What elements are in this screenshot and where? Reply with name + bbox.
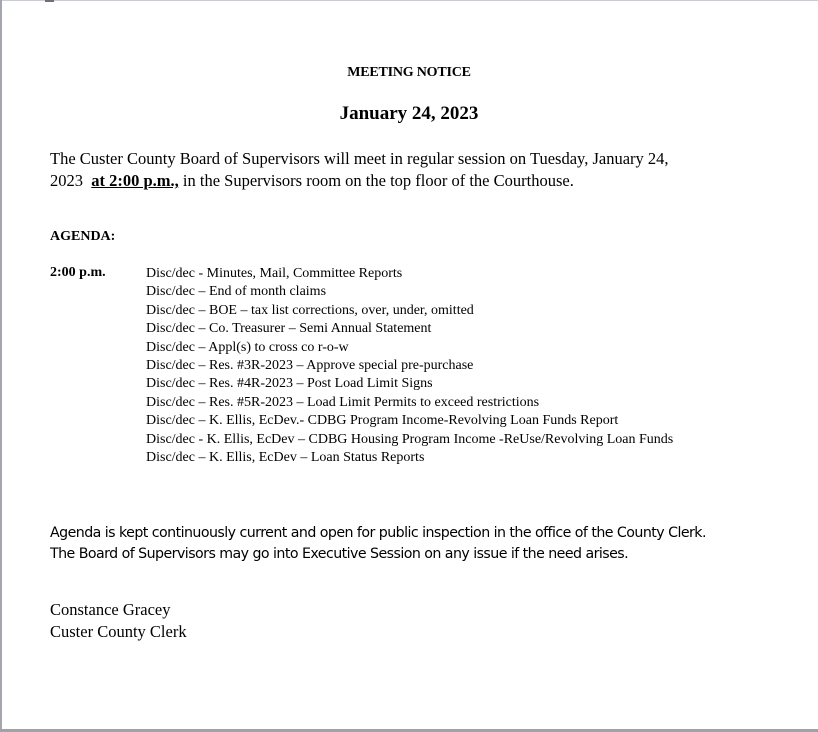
agenda-item: Disc/dec – End of month claims (146, 284, 327, 300)
agenda-item: Disc/dec – BOE – tax list corrections, over, under, omitted (146, 302, 474, 318)
signature-name: Constance Gracey (50, 600, 171, 619)
intro-line-2-suffix: in the Supervisors room on the top floor of the Courthouse. (178, 171, 574, 190)
signature-title: Custer County Clerk (50, 622, 187, 641)
agenda-item: Disc/dec – Appl(s) to cross co r-o-w (146, 339, 349, 355)
footer-line-1: Agenda is kept continuously current and open for public inspection in the office of the County Clerk. (50, 525, 706, 541)
signature-block (50, 599, 187, 643)
footer-note (50, 523, 706, 565)
intro-line-1: The Custer County Board of Supervisors will meet in regular session on Tuesday, January 24, (50, 149, 669, 168)
agenda-item: Disc/dec – Res. #3R-2023 – Approve special pre-purchase (146, 358, 474, 374)
agenda-item: Disc/dec - Minutes, Mail, Committee Reports (146, 266, 403, 281)
agenda-item: Disc/dec – Res. #4R-2023 – Post Load Limit Signs (146, 376, 433, 392)
intro-line-2-prefix: 2023 (50, 171, 92, 190)
meeting-time: at 2:00 p.m., (91, 171, 179, 190)
agenda-list (146, 265, 673, 467)
agenda-time: 2:00 p.m. (50, 265, 106, 280)
intro-paragraph (50, 148, 810, 192)
scroll-indicator (45, 0, 54, 2)
window-top-border (0, 0, 818, 1)
notice-title: MEETING NOTICE (347, 65, 471, 80)
agenda-item: Disc/dec - K. Ellis, EcDev – CDBG Housing Program Income -ReUse/Revolving Loan Funds (146, 431, 674, 447)
agenda-item: Disc/dec – Res. #5R-2023 – Load Limit Permits to exceed restrictions (146, 394, 540, 410)
agenda-item: Disc/dec – K. Ellis, EcDev – Loan Status Reports (146, 450, 425, 466)
agenda-heading: AGENDA: (50, 229, 116, 244)
notice-date: January 24, 2023 (339, 103, 479, 124)
footer-line-2: The Board of Supervisors may go into Executive Session on any issue if the need arises. (50, 546, 629, 562)
agenda-item: Disc/dec – K. Ellis, EcDev.- CDBG Program Income-Revolving Loan Funds Report (146, 413, 619, 429)
agenda-item: Disc/dec – Co. Treasurer – Semi Annual Statement (146, 321, 432, 337)
